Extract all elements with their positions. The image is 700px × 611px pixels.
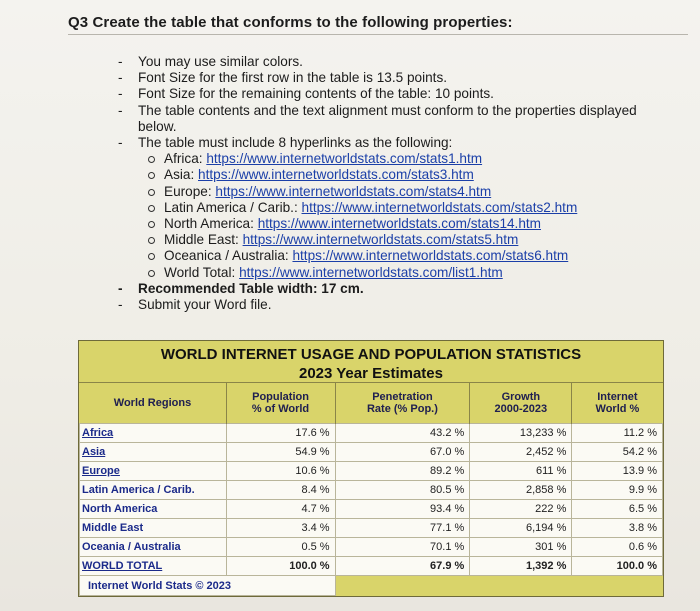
link-url[interactable]: https://www.internetworldstats.com/stats4.htm (215, 183, 492, 199)
table-row (80, 462, 663, 481)
statistics-table (78, 340, 664, 597)
link-label: Europe: (164, 183, 212, 199)
requirement-item: - The table contents and the text alignment must conform to the properties displayed below. (118, 103, 678, 135)
penetration-cell: 93.4 % (335, 500, 470, 519)
header-growth: Growth 2000-2023 (470, 383, 572, 424)
link-label: Asia: (164, 167, 195, 183)
population-cell: 8.4 % (226, 481, 335, 500)
table-row (80, 538, 663, 557)
region-link[interactable]: Asia (82, 446, 106, 458)
link-url[interactable]: https://www.internetworldstats.com/stats6.htm (292, 248, 569, 264)
footer-spacer (335, 576, 662, 596)
link-item-asia (146, 167, 678, 183)
population-cell: 3.4 % (226, 519, 335, 538)
internet-cell: 0.6 % (572, 538, 663, 557)
table-row (80, 519, 663, 538)
penetration-cell: 70.1 % (335, 538, 470, 557)
penetration-cell: 80.5 % (335, 481, 470, 500)
population-cell: 17.6 % (226, 424, 335, 443)
table-title-line2: 2023 Year Estimates (298, 365, 443, 382)
table-row (80, 500, 663, 519)
table-title-line1: WORLD INTERNET USAGE AND POPULATION STATISTICS (160, 346, 582, 363)
link-item-world-total (146, 265, 678, 281)
link-item-latin-america (146, 200, 678, 216)
link-label: Latin America / Carib.: (164, 199, 298, 215)
internet-cell: 13.9 % (572, 462, 663, 481)
header-regions: World Regions (80, 383, 227, 424)
requirement-item (118, 135, 678, 281)
region-link[interactable]: Africa (82, 427, 114, 439)
population-cell: 10.6 % (226, 462, 335, 481)
internet-cell: 6.5 % (572, 500, 663, 519)
penetration-cell: 77.1 % (335, 519, 470, 538)
link-url[interactable]: https://www.internetworldstats.com/stats2.htm (301, 199, 578, 215)
region-name[interactable] (80, 443, 227, 462)
total-name: WORLD TOTAL (80, 557, 227, 576)
total-internet: 100.0 % (572, 557, 663, 576)
internet-cell: 9.9 % (572, 481, 663, 500)
link-item-middle-east (146, 232, 678, 248)
requirement-links-intro: The table must include 8 hyperlinks as the following: (138, 135, 453, 151)
table-row (80, 481, 663, 500)
link-item-europe (146, 184, 678, 200)
link-item-africa (146, 151, 678, 167)
growth-cell: 611 % (470, 462, 572, 481)
link-item-north-america (146, 216, 678, 232)
total-growth: 1,392 % (470, 557, 572, 576)
region-name: North America (80, 500, 227, 519)
link-label: North America: (164, 216, 254, 232)
header-population: Population % of World (226, 383, 335, 424)
table-footer: Internet World Stats © 2023 (80, 576, 336, 596)
total-penetration: 67.9 % (335, 557, 470, 576)
penetration-cell: 89.2 % (335, 462, 470, 481)
region-name[interactable] (80, 424, 227, 443)
hyperlink-list (138, 151, 678, 281)
requirement-item: - Font Size for the remaining contents of the table: 10 points. (118, 86, 678, 102)
requirement-item: - You may use similar colors. (118, 54, 678, 70)
header-penetration: Penetration Rate (% Pop.) (335, 383, 470, 424)
internet-cell: 54.2 % (572, 443, 663, 462)
link-url[interactable]: https://www.internetworldstats.com/stats14.htm (257, 216, 541, 232)
link-url[interactable]: https://www.internetworldstats.com/stats5.htm (242, 232, 519, 248)
header-row (80, 383, 663, 424)
link-label: Middle East: (164, 232, 239, 248)
growth-cell: 13,233 % (470, 424, 572, 443)
penetration-cell: 43.2 % (335, 424, 470, 443)
population-cell: 54.9 % (226, 443, 335, 462)
penetration-cell: 67.0 % (335, 443, 470, 462)
link-url[interactable]: https://www.internetworldstats.com/stats1.htm (206, 151, 483, 167)
title-divider (68, 34, 688, 35)
table-row (80, 424, 663, 443)
link-url[interactable]: https://www.internetworldstats.com/stats3.htm (198, 167, 474, 183)
population-cell: 0.5 % (226, 538, 335, 557)
region-name: Latin America / Carib. (80, 481, 227, 500)
table-title (79, 341, 663, 383)
internet-cell: 3.8 % (572, 519, 663, 538)
region-name[interactable] (80, 462, 227, 481)
header-internet: Internet World % (572, 383, 663, 424)
link-label: Oceanica / Australia: (164, 248, 289, 264)
table-row (80, 443, 663, 462)
link-url[interactable]: https://www.internetworldstats.com/list1.htm (239, 264, 503, 280)
growth-cell: 301 % (470, 538, 572, 557)
footer-row (80, 576, 663, 596)
total-row (80, 557, 663, 576)
growth-cell: 2,452 % (470, 443, 572, 462)
total-population: 100.0 % (226, 557, 335, 576)
link-item-oceanica (146, 248, 678, 264)
requirement-table-width: - Recommended Table width: 17 cm. (118, 281, 678, 297)
growth-cell: 222 % (470, 500, 572, 519)
region-name: Middle East (80, 519, 227, 538)
internet-cell: 11.2 % (572, 424, 663, 443)
region-link[interactable]: Europe (82, 465, 120, 477)
data-table (79, 383, 663, 596)
region-name: Oceania / Australia (80, 538, 227, 557)
growth-cell: 6,194 % (470, 519, 572, 538)
requirement-submit: - Submit your Word file. (118, 297, 678, 313)
link-label: World Total: (164, 264, 236, 280)
growth-cell: 2,858 % (470, 481, 572, 500)
requirement-item: - Font Size for the first row in the table is 13.5 points. (118, 70, 678, 86)
question-title: Q3 Create the table that conforms to the following properties: (68, 14, 513, 31)
population-cell: 4.7 % (226, 500, 335, 519)
link-label: Africa: (164, 151, 203, 167)
requirements-list (118, 54, 678, 313)
